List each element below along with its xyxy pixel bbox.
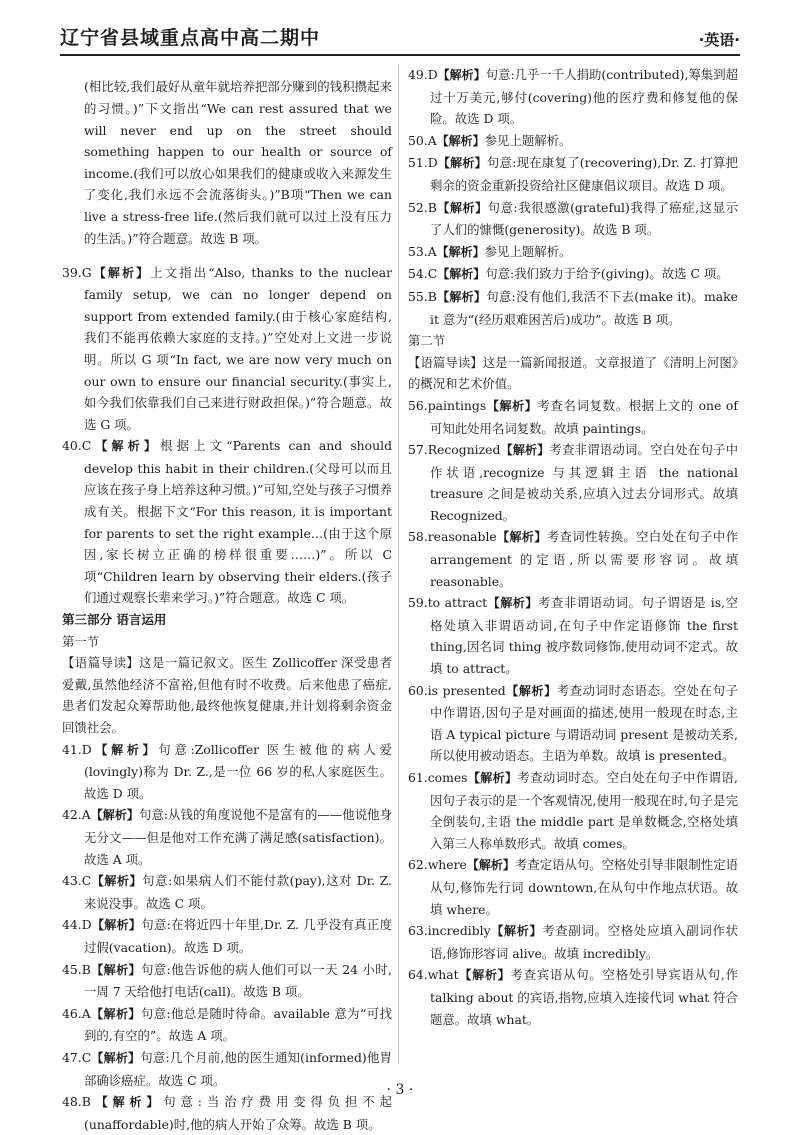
analysis-tag: 【解析】 <box>91 918 142 933</box>
answer-number: 41.D <box>62 741 92 757</box>
answer-number: 40.C <box>62 438 92 454</box>
answer-entry <box>62 804 392 870</box>
answer-number: 52.B <box>408 199 437 215</box>
answer-entry <box>408 854 738 920</box>
analysis-tag: 【解析】 <box>487 596 538 611</box>
analysis-tag: 【解析】 <box>500 443 550 458</box>
analysis-tag: 【解析】 <box>496 530 547 545</box>
answer-number: 54.C <box>408 266 438 282</box>
answer-entry <box>408 680 738 767</box>
answer-entry <box>62 435 392 609</box>
analysis-tag: 【解析】 <box>437 68 486 82</box>
answer-entry <box>408 920 738 964</box>
answer-number: 64.what <box>408 967 459 983</box>
answer-entry <box>408 152 738 196</box>
answer-entry <box>62 914 392 958</box>
answer-number: 61.comes <box>408 770 468 785</box>
reading-guide: 【语篇导读】这是一篇记叙文。医生 Zollicoffer 深受患者爱戴,虽然他经济不富裕,但他有时不收费。后来他患了癌症,患者们发起众筹帮助他,最终他恢复健康,并计划将剩余资金回馈社会。 <box>62 655 392 735</box>
answer-number: 43.C <box>62 873 92 889</box>
analysis-tag: 【解析】 <box>486 398 538 413</box>
analysis-tag: 【解析】 <box>467 771 518 785</box>
answer-entry <box>408 592 738 679</box>
answer-entry <box>62 739 392 805</box>
analysis-tag: 【解析】 <box>505 683 557 698</box>
analysis-text: 句意:当治疗费用变得负担不起(unaffordable)时,他的病人开始了众筹。故选 B 项。 <box>84 1094 392 1132</box>
analysis-text: 句意:我很感激(grateful)我得了癌症,这显示了人们的慷慨(generosity)。故选 B 项。 <box>430 199 738 238</box>
answer-entry <box>62 870 392 914</box>
analysis-tag: 【解析】 <box>437 156 487 171</box>
analysis-text: 考查定语从句。空格处引导非限制性定语从句,修饰先行词 downtown,在从句中作地点状语。故填 where。 <box>430 857 738 917</box>
subsection-heading: 第二节 <box>408 333 446 349</box>
continued-text: (相比较,我们最好从童年就培养把部分赚到的钱积攒起来的习惯。)”下文指出“We can rest assured that we will never end up on the street should something happen to our health or source of income.(我们可以放心如果我们的健康或收入来源发生了变化,我们永远不会流落街头。)”B项“Then we can live a stress-free life.(然后我们就可以过上没有压力的生活。)”符合题意。故选 B 项。 <box>84 79 392 246</box>
answer-number: 55.B <box>408 288 437 304</box>
answer-number: 46.A <box>62 1005 91 1021</box>
column-divider <box>398 64 399 1064</box>
analysis-text: 参见上题解析。 <box>484 132 572 148</box>
answer-number: 58.reasonable <box>408 529 497 545</box>
analysis-text: 考查宾语从句。空格处引导宾语从句,作 talking about 的宾语,指物,应填入连接代词 what 符合题意。故填 what。 <box>430 967 738 1027</box>
analysis-tag: 【解析】 <box>91 1050 141 1065</box>
analysis-tag: 【解析】 <box>490 924 543 939</box>
answer-entry <box>408 439 738 526</box>
page-header <box>60 14 740 56</box>
answer-number: 51.D <box>408 155 438 171</box>
answer-number: 53.A <box>408 243 437 259</box>
page-number: · 3 · <box>386 1082 414 1098</box>
analysis-text: 句意:如果病人们不能付款(pay),这对 Dr. Z. 来说没事。故选 C 项。 <box>84 873 392 911</box>
answer-number: 50.A <box>408 132 437 148</box>
answer-number: 57.Recognized <box>408 442 501 458</box>
answer-entry <box>408 964 738 1030</box>
analysis-text: 考查非谓语动词。空白处在句子中作状语,recognize 与其逻辑主语 the national treasure 之间是被动关系,应填入过去分词形式。故填 Recognized。 <box>430 442 738 523</box>
analysis-text: 考查非谓语动词。句子谓语是 is,空格处填入非谓语动词,在句子中作定语修饰 the first thing,因名词 thing 被序数词修饰,使用动词不定式。故填 to attract。 <box>430 595 738 677</box>
analysis-text: 句意:Zollicoffer 医生被他的病人爱(lovingly)称为 Dr. Z.,是一位 66 岁的私人家庭医生。故选 D 项。 <box>84 741 392 801</box>
answer-entry <box>62 959 392 1003</box>
analysis-text: 考查动词时态语态。空处在句子中作谓语,因句子是对画面的描述,使用一般现在时态,主语 A typical picture 与谓语动词 present 是被动关系,所以使用被动语态。主语为单数。故填 is presented。 <box>430 682 738 764</box>
subsection-heading: 第一节 <box>62 633 100 649</box>
analysis-text: 参见上题解析。 <box>484 243 572 259</box>
exam-title: 辽宁省县域重点高中高二期中 <box>60 27 321 49</box>
analysis-tag: 【解析】 <box>436 289 487 304</box>
analysis-tag: 【解析】 <box>436 200 488 215</box>
answer-number: 47.C <box>62 1049 92 1065</box>
analysis-text: 句意:几乎一千人捐助(contributed),筹集到超过十万美元,够付(covering)他的医疗费和修复他的保险。故选 D 项。 <box>430 67 738 127</box>
answer-entry <box>408 130 738 153</box>
answer-entry <box>408 526 738 592</box>
answer-number: 48.B <box>62 1094 91 1110</box>
analysis-tag: 【解析】 <box>91 439 161 454</box>
answer-number: 45.B <box>62 961 91 977</box>
answer-number: 56.paintings <box>408 397 487 413</box>
answer-number: 60.is presented <box>408 682 506 698</box>
answer-entry <box>408 263 738 286</box>
analysis-tag: 【解析】 <box>90 962 141 977</box>
analysis-text: 句意:现在康复了(recovering),Dr. Z. 打算把剩余的资金重新投资给社区健康倡议项目。故选 D 项。 <box>430 155 738 193</box>
analysis-tag: 【解析】 <box>91 874 143 889</box>
answer-entry <box>62 262 392 436</box>
analysis-text: 考查词性转换。空白处在句子中作 arrangement 的定语,所以需要形容词。故填 reasonable。 <box>430 529 738 589</box>
analysis-text: 句意:几个月前,他的医生通知(informed)他胃部确诊癌症。故选 C 项。 <box>84 1049 392 1088</box>
answer-entry <box>62 1003 392 1047</box>
analysis-text: 句意:他告诉他的病人他们可以一天 24 小时,一周 7 天给他打电话(call)。故选 B 项。 <box>84 961 392 1000</box>
analysis-text: 句意:没有他们,我活不下去(make it)。make it 意为“(经历艰难困苦后)成功”。故选 B 项。 <box>430 288 738 327</box>
analysis-text: 句意:我们致力于给予(giving)。故选 C 项。 <box>485 266 729 282</box>
answer-entry <box>408 767 738 854</box>
analysis-tag: 【解析】 <box>91 742 159 757</box>
reading-guide: 【语篇导读】这是一篇新闻报道。文章报道了《清明上河图》的概况和艺术价值。 <box>408 354 738 392</box>
answer-number: 59.to attract <box>408 595 488 611</box>
analysis-text: 根据上文“Parents can and should develop this habit in their children.(父母可以而且应该在孩子身上培养这种习惯。)”可知,空处与孩子习惯养成有关。根据下文“For this reason, it is important for parents to set the right example…(由于这个原因,家长树立正确的榜样很重要……)”。所以 C 项“Children learn by observing their elders.(孩子们通过观察长辈来学习。)”符合题意。故选 C 项。 <box>84 438 392 606</box>
answer-number: 49.D <box>408 67 438 82</box>
section-heading: 第三部分 语言运用 <box>62 612 167 628</box>
answer-entry <box>408 64 738 130</box>
analysis-text: 句意:他总是随时待命。available 意为“可找到的,有空的”。故选 A 项。 <box>84 1005 392 1044</box>
answer-number: 63.incredibly <box>408 923 491 939</box>
answer-entry <box>408 241 738 264</box>
right-column <box>408 64 738 1030</box>
analysis-text: 句意:在将近四十年里,Dr. Z. 几乎没有真正度过假(vacation)。故选 D 项。 <box>84 917 392 955</box>
analysis-text: 上文指出“Also, thanks to the nuclear family setup, we can no longer depend on support from extended family.(由于核心家庭结构,我们不能再依赖大家庭的支持。)”空处对上文进一步说明。所以 G 项“In fact, we are now very much on our own to ensure our financial security.(事实上,如今我们依靠我们自己来进行财政担保。)”符合题意。故选 G 项。 <box>84 264 392 432</box>
analysis-tag: 【解析】 <box>436 244 485 259</box>
analysis-tag: 【解析】 <box>458 968 511 983</box>
answer-entry <box>408 286 738 330</box>
analysis-text: 考查名词复数。根据上文的 one of 可知此处用名词复数。故填 paintings。 <box>430 397 738 436</box>
analysis-text: 考查动词时态。空白处在句子中作谓语,因句子表示的是一个客观情况,使用一般现在时,句子是完全倒装句,主语 the middle part 是单数概念,空格处填入第三人称单数形式。故填 comes。 <box>430 770 738 851</box>
answer-entry <box>408 197 738 241</box>
answer-number: 62.where <box>408 857 467 873</box>
analysis-tag: 【解析】 <box>466 858 515 873</box>
analysis-tag: 【解析】 <box>90 1006 141 1021</box>
left-column <box>62 64 392 1135</box>
answer-number: 44.D <box>62 917 92 933</box>
analysis-text: 句意:从钱的角度说他不是富有的——他说他身无分文——但是他对工作充满了满足感(satisfaction)。故选 A 项。 <box>84 807 392 867</box>
subject-label: ·英语· <box>698 31 740 49</box>
analysis-text: 考查副词。空格处应填入副词作状语,修饰形容词 alive。故填 incredibly。 <box>430 923 738 961</box>
analysis-tag: 【解析】 <box>91 265 151 280</box>
analysis-tag: 【解析】 <box>90 1095 164 1110</box>
answer-number: 39.G <box>62 264 92 280</box>
analysis-tag: 【解析】 <box>437 267 486 282</box>
answer-entry <box>408 395 738 439</box>
analysis-tag: 【解析】 <box>90 808 139 823</box>
analysis-tag: 【解析】 <box>436 133 485 148</box>
answer-number: 42.A <box>62 807 91 823</box>
